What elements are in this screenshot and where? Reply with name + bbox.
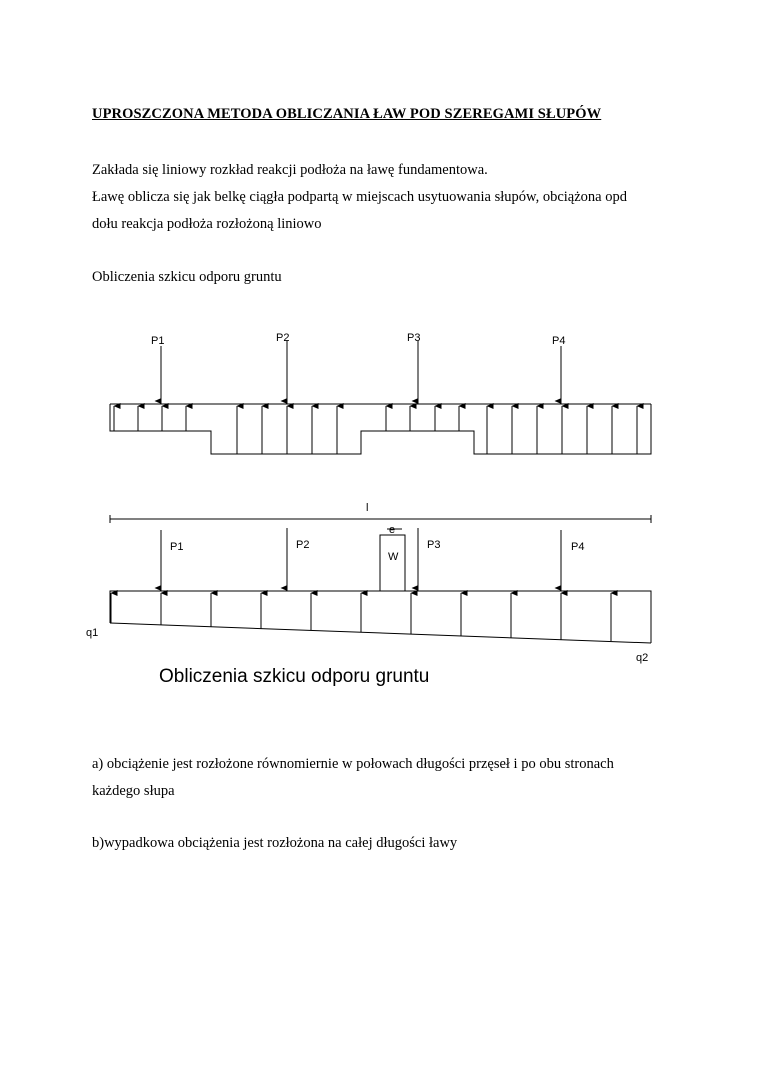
bottom-reaction-arrows bbox=[111, 593, 611, 641]
resultant-label: W bbox=[388, 551, 399, 563]
bottom-diagram bbox=[110, 515, 651, 643]
paragraph-1: Zakłada się liniowy rozkład reakcji podłoża na ławę fundamentowa. bbox=[92, 162, 488, 178]
note-b: b)wypadkowa obciążenia jest rozłożona na całej długości ławy bbox=[92, 835, 458, 851]
top-load-p1-label: P1 bbox=[151, 335, 165, 347]
document-title: UPROSZCZONA METODA OBLICZANIA ŁAW POD SZEREGAMI SŁUPÓW bbox=[92, 106, 602, 122]
figure-caption: Obliczenia szkicu odporu gruntu bbox=[159, 666, 430, 687]
section-heading: Obliczenia szkicu odporu gruntu bbox=[92, 269, 282, 285]
foundation-diagram bbox=[0, 300, 760, 700]
top-load-p4-label: P4 bbox=[552, 335, 566, 347]
top-reaction-arrows bbox=[114, 406, 637, 454]
paragraph-3: dołu reakcja podłoża rozłożoną liniowo bbox=[92, 216, 322, 232]
bottom-load-p4-label: P4 bbox=[571, 541, 585, 553]
bottom-load-p1-label: P1 bbox=[170, 541, 184, 553]
top-diagram bbox=[110, 341, 651, 454]
q1-label: q1 bbox=[86, 627, 99, 639]
resultant-w-box bbox=[380, 535, 405, 591]
bottom-load-p3-label: P3 bbox=[427, 539, 441, 551]
note-a-line-1: a) obciążenie jest rozłożone równomiernie w połowach długości przęseł i po obu stronach bbox=[92, 756, 614, 772]
reaction-slope-line bbox=[110, 623, 651, 643]
bottom-load-p2-label: P2 bbox=[296, 539, 310, 551]
q2-label: q2 bbox=[636, 652, 649, 664]
eccentricity-label: e bbox=[389, 524, 396, 536]
top-load-p2-label: P2 bbox=[276, 332, 290, 344]
top-load-p3-label: P3 bbox=[407, 332, 421, 344]
top-reaction-outline bbox=[110, 404, 651, 454]
paragraph-2: Ławę oblicza się jak belkę ciągła podpartą w miejscach usytuowania słupów, obciążona opd bbox=[92, 189, 627, 205]
bottom-beam-outline bbox=[110, 591, 651, 643]
length-label: l bbox=[366, 502, 369, 514]
note-a-line-2: każdego słupa bbox=[92, 783, 175, 799]
